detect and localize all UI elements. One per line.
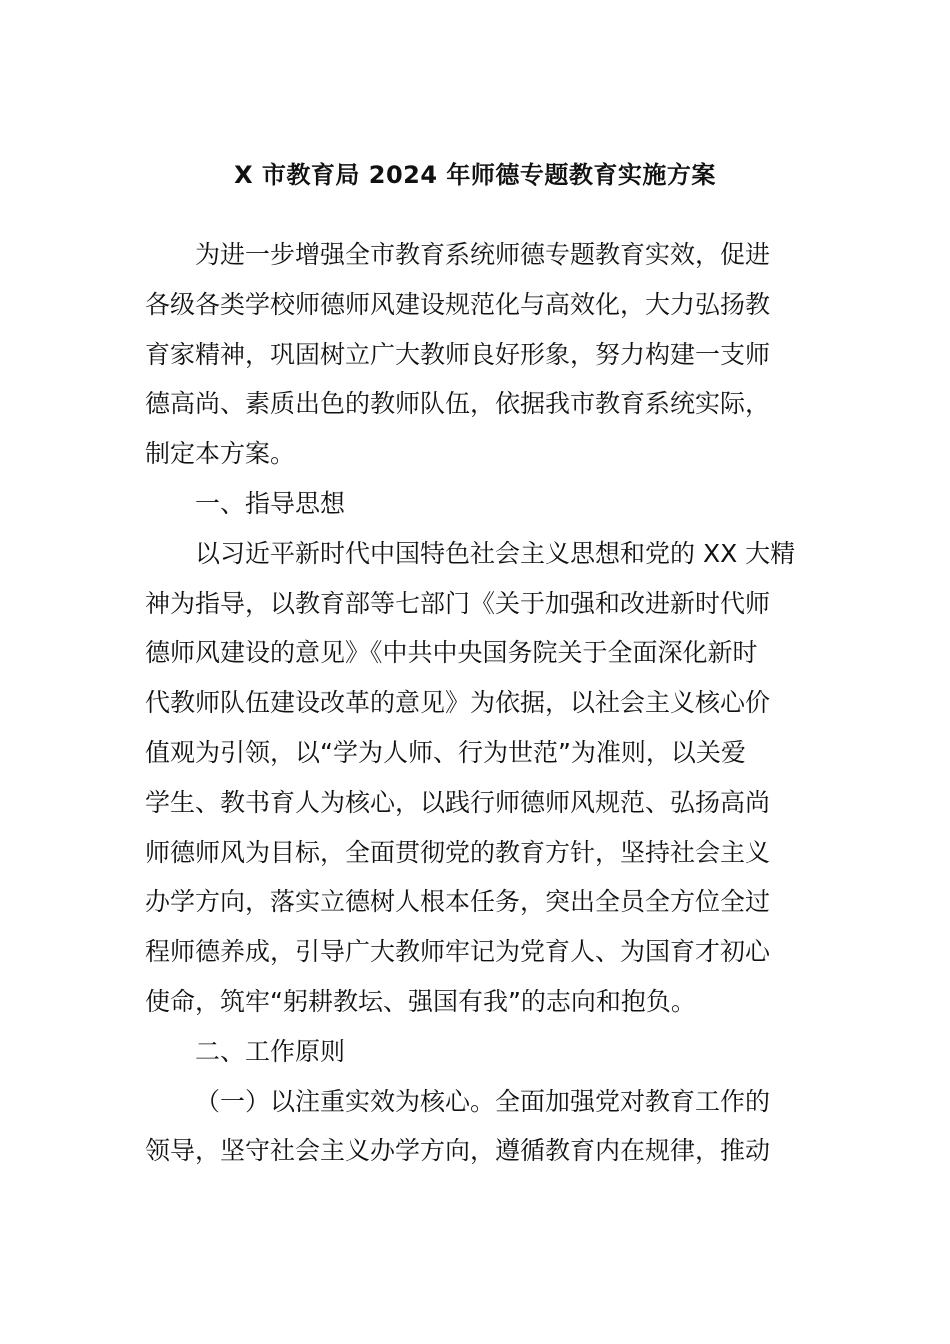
paragraph-line: 学生、教书育人为核心，以践行师德师风规范、弘扬高尚 bbox=[145, 787, 771, 817]
paragraph-line: 使命，筑牢“躬耕教坛、强国有我”的志向和抱负。 bbox=[145, 986, 696, 1016]
paragraph-line: 德高尚、素质出色的教师队伍，依据我市教育系统实际， bbox=[145, 389, 771, 419]
paragraph-line: 为进一步增强全市教育系统师德专题教育实效，促进 bbox=[195, 240, 771, 269]
document-body bbox=[145, 230, 795, 1176]
paragraph-line: 师德师风为目标，全面贯彻党的教育方针，坚持社会主义 bbox=[145, 837, 771, 867]
paragraph-line: 以习近平新时代中国特色社会主义思想和党的 XX 大精 bbox=[195, 538, 796, 568]
paragraph-line: 办学方向，落实立德树人根本任务，突出全员全方位全过 bbox=[145, 887, 771, 917]
section-heading: 二、工作原则 bbox=[195, 1036, 346, 1066]
paragraph-line: 制定本方案。 bbox=[145, 439, 296, 469]
paragraph-line: 各级各类学校师德师风建设规范化与高效化，大力弘扬教 bbox=[145, 289, 771, 319]
paragraph-line: 育家精神，巩固树立广大教师良好形象，努力构建一支师 bbox=[145, 339, 771, 369]
paragraph-line: 德师风建设的意见》《中共中央国务院关于全面深化新时 bbox=[145, 638, 758, 668]
document-title: X 市教育局 2024 年师德专题教育实施方案 bbox=[234, 161, 716, 189]
paragraph-line: （一）以注重实效为核心。全面加强党对教育工作的 bbox=[195, 1086, 771, 1116]
paragraph-line: 程师德养成，引导广大教师牢记为党育人、为国育才初心 bbox=[145, 937, 771, 967]
section-heading: 一、指导思想 bbox=[195, 488, 346, 518]
paragraph-line: 神为指导，以教育部等七部门《关于加强和改进新时代师 bbox=[145, 588, 771, 618]
paragraph-line: 代教师队伍建设改革的意见》为依据，以社会主义核心价 bbox=[145, 688, 771, 718]
paragraph-line: 领导，坚守社会主义办学方向，遵循教育内在规律，推动 bbox=[145, 1136, 771, 1166]
paragraph-line: 值观为引领，以“学为人师、行为世范”为准则，以关爱 bbox=[145, 737, 746, 767]
